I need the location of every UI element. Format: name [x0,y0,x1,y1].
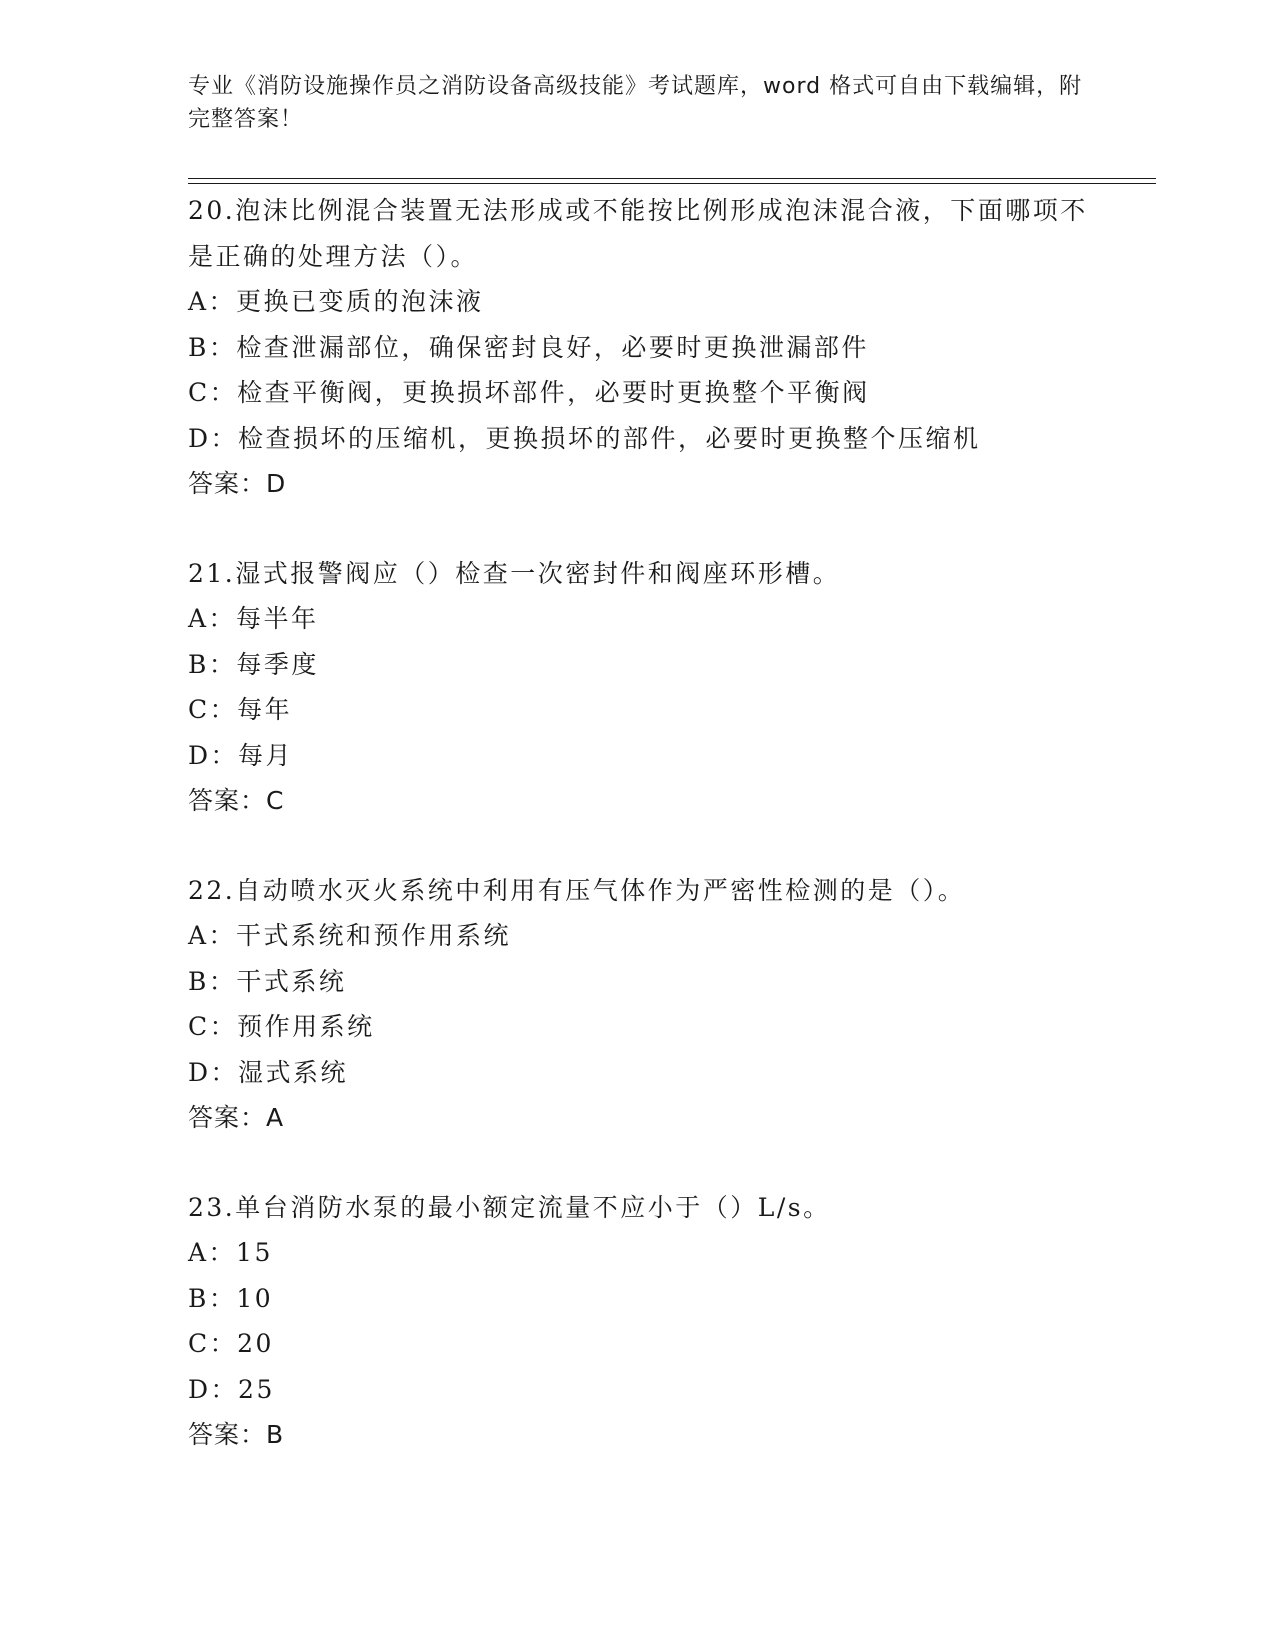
question-stem: 20.泡沫比例混合装置无法形成或不能按比例形成泡沫混合液，下面哪项不是正确的处理方法（）。 [188,196,1088,271]
question-list [188,188,1148,1502]
option-a: A：15 [188,1238,273,1267]
option-a: A：每半年 [188,604,319,633]
answer: 答案：A [188,1103,285,1132]
question-stem: 21.湿式报警阀应（）检查一次密封件和阀座环形槽。 [188,558,841,588]
option-d: D：湿式系统 [188,1057,349,1087]
answer: 答案：D [188,469,287,498]
question-22 [188,868,1148,1141]
option-b: B：干式系统 [188,966,347,996]
option-b: B：10 [188,1283,274,1313]
option-b: B：检查泄漏部位，确保密封良好，必要时更换泄漏部件 [188,332,869,362]
question-21 [188,551,1148,824]
answer: 答案：B [188,1420,285,1449]
option-d: D：每月 [188,740,294,770]
answer: 答案：C [188,786,285,815]
question-stem: 23.单台消防水泵的最小额定流量不应小于（）L/s。 [188,1192,831,1222]
option-c: C：每年 [188,695,293,724]
option-c: C：检查平衡阀，更换损坏部件，必要时更换整个平衡阀 [188,378,870,407]
document-header: 专业《消防设施操作员之消防设备高级技能》考试题库，word 格式可自由下载编辑，附完整答案！ [188,74,1083,132]
option-d: D：检查损坏的压缩机，更换损坏的部件，必要时更换整个压缩机 [188,423,981,453]
question-stem: 22.自动喷水灭火系统中利用有压气体作为严密性检测的是（）。 [188,875,966,905]
header-divider-bottom [188,183,1156,184]
option-c: C：20 [188,1329,274,1358]
option-b: B：每季度 [188,649,319,679]
option-c: C：预作用系统 [188,1012,375,1041]
option-d: D：25 [188,1374,275,1404]
option-a: A：干式系统和预作用系统 [188,921,512,950]
header-divider-top [188,178,1156,179]
question-23 [188,1185,1148,1458]
option-a: A：更换已变质的泡沫液 [188,287,484,316]
question-20 [188,188,1148,507]
